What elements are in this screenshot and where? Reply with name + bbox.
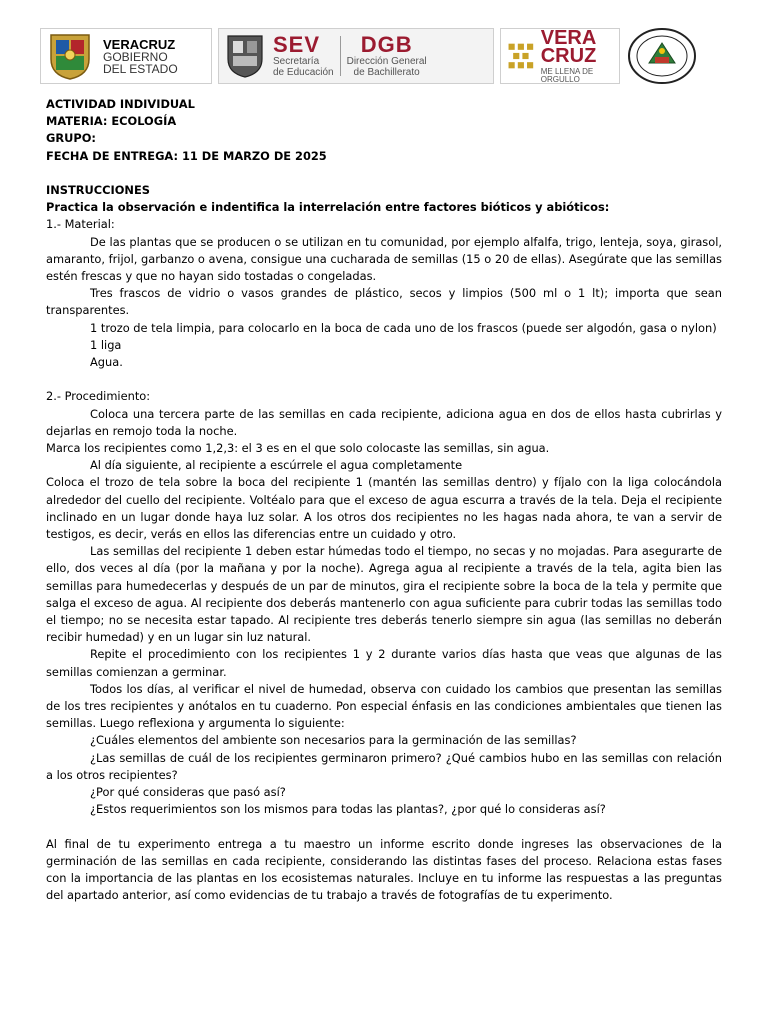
sev-acronym: SEV: [273, 31, 321, 57]
question-item: ¿Por qué consideras que pasó así?: [90, 785, 286, 800]
material-paragraph: Tres frascos de vidrio o vasos grandes de plástico, secos y limpios (500 ml o 1 lt); importa que sean transparentes.: [46, 286, 722, 318]
veracruz-tagline: ME LLENA DE ORGULLO: [540, 66, 594, 84]
dgb-line2: de Bachillerato: [353, 67, 420, 78]
veracruz-pattern-icon: [507, 38, 535, 74]
gov-line1: VERACRUZ: [103, 36, 176, 52]
header-logos: [40, 27, 716, 85]
school-seal-logo: [626, 27, 698, 85]
gov-line2: GOBIERNO: [103, 49, 168, 64]
due-date-line: FECHA DE ENTREGA: 11 DE MARZO DE 2025: [46, 148, 327, 163]
question-item: ¿Las semillas de cuál de los recipientes germinaron primero? ¿Qué cambios hubo en las semillas con relación a los otros recipientes?: [46, 750, 722, 782]
question-item: ¿Estos requerimientos son los mismos para todas las plantas?, ¿por qué lo consideras así?: [90, 802, 606, 817]
group-line: GRUPO:: [46, 131, 96, 146]
gov-line3: DEL ESTADO: [103, 61, 178, 76]
sev-emblem-icon: [225, 33, 265, 79]
material-item: Agua.: [90, 355, 123, 370]
logo-divider: [340, 36, 341, 76]
veracruz-line2: CRUZ: [540, 44, 597, 67]
procedure-paragraph: Al día siguiente, al recipiente a escúrrele el agua completamente: [90, 458, 463, 473]
material-item: 1 liga: [90, 337, 122, 352]
procedure-title: 2.- Procedimiento:: [46, 389, 151, 404]
activity-title: ACTIVIDAD INDIVIDUAL: [46, 97, 195, 111]
procedure-paragraph: Marca los recipientes como 1,2,3: el 3 es en el que solo colocaste las semillas, sin agua.: [46, 441, 550, 456]
procedure-paragraph: Coloca una tercera parte de las semillas en cada recipiente, adiciona agua en dos de ellos hasta cubrirlas y dejarlas en remojo toda la noche.: [46, 406, 722, 438]
dgb-line1: Dirección General: [346, 55, 427, 67]
material-paragraph: De las plantas que se producen o se utilizan en tu comunidad, por ejemplo alfalfa, trigo, lenteja, soya, girasol, amaranto, frijol, garbanzo o avena, consigue una cucharada de semillas (15 o 20 de ellas). Asegúrate que las semillas estén frescas y que no hayan sido tostadas o congeladas.: [46, 234, 722, 284]
question-item: ¿Cuáles elementos del ambiente son necesarios para la germinación de las semillas?: [90, 733, 577, 748]
veracruz-pride-logo: [500, 28, 620, 84]
sev-line1: Secretaría: [273, 55, 320, 67]
veracruz-line1: VERA: [540, 26, 597, 49]
state-coat-of-arms-icon: [47, 31, 93, 81]
veracruz-government-logo: [40, 28, 212, 84]
instructions-title: INSTRUCCIONES: [46, 183, 150, 197]
material-paragraph: 1 trozo de tela limpia, para colocarlo en la boca de cada uno de los frascos (puede ser algodón, gasa o nylon): [90, 320, 717, 335]
instructions-subtitle: Practica la observación e indentifica la interrelación entre factores bióticos y abióticos:: [46, 200, 610, 215]
final-paragraph: Al final de tu experimento entrega a tu maestro un informe escrito donde ingreses las observaciones de la germinación de las semillas en cada recipiente, considerando las distintas fases del proceso. Relaciona estas fases con la importancia de las plantas en los ecosistemas naturales. Incluye en tu informe las respuestas a las preguntas del apartado anterior, así como evidencias de tu trabajo a través de fotografías de tu experimento.: [46, 836, 722, 903]
sev-line2: de Educación: [273, 67, 334, 78]
procedure-paragraph: Coloca el trozo de tela sobre la boca del recipiente 1 (mantén las semillas dentro) y fíjalo con la liga colocándola alrededor del cuello del recipiente. Voltéalo para que el exceso de agua escurra a través de la tela. Deja el recipiente inclinado en un lugar donde haya luz solar. A los otros dos recipientes no les hagas nada ahora, te van a servir de testigos, es decir, verás en ellos las diferencias entre un cuidado y otro.: [46, 475, 722, 542]
subject-line: MATERIA: ECOLOGÍA: [46, 114, 177, 129]
school-seal-icon: [627, 27, 697, 85]
document-body: [46, 96, 722, 905]
sev-dgb-logo: [218, 28, 494, 84]
procedure-paragraph: Todos los días, al verificar el nivel de humedad, observa con cuidado los cambios que presentan las semillas de los tres recipientes y anótalos en tu cuaderno. Pon especial énfasis en las condiciones ambientales que tienen las semillas. Luego reflexiona y argumenta lo siguiente:: [46, 681, 722, 731]
procedure-paragraph: Las semillas del recipiente 1 deben estar húmedas todo el tiempo, no secas y no mojadas. Para asegurarte de ello, dos veces al día (por la mañana y por la noche). Agrega agua al recipiente a través de la tela, agita bien las semillas para humedecerlas y después de un par de minutos, gira el recipiente sobre la boca de la tela y permite que salga el exceso de agua. Al recipiente dos deberás mantenerlo con agua suficiente para cubrir todas las semillas todo el tiempo; no se necesita estar tapado. Al recipiente tres deberás tenerlo siempre sin agua (las semillas no deberán recibir humedad) y en un lugar sin luz natural.: [46, 544, 722, 645]
dgb-acronym: DGB: [360, 31, 413, 57]
material-title: 1.- Material:: [46, 217, 115, 232]
procedure-paragraph: Repite el procedimiento con los recipientes 1 y 2 durante varios días hasta que veas que algunas de las semillas comienzan a germinar.: [46, 647, 722, 679]
